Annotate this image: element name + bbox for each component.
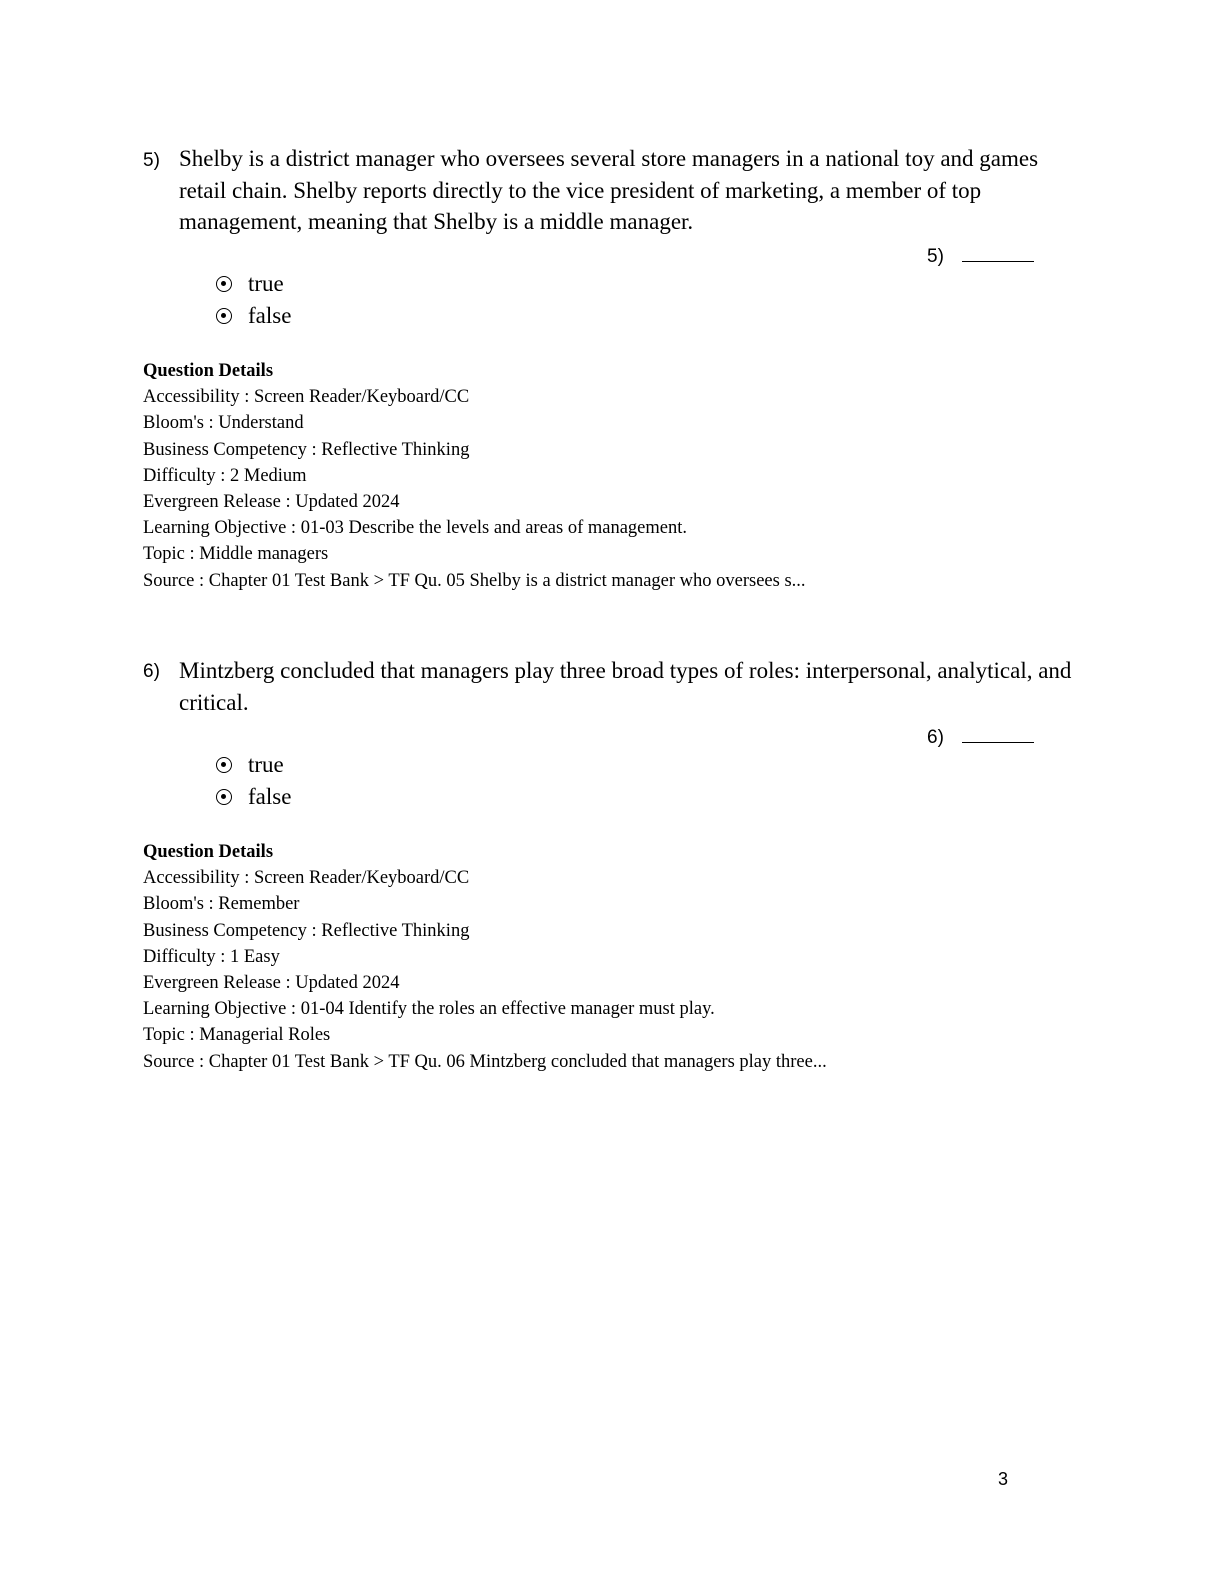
detail-line: Source : Chapter 01 Test Bank > TF Qu. 05 Shelby is a district manager who oversees s... — [143, 570, 806, 591]
answer-blank[interactable] — [962, 243, 1034, 262]
detail-line: Bloom's : Understand — [143, 413, 304, 434]
option-false[interactable] — [216, 781, 291, 812]
question-details — [143, 358, 806, 594]
detail-line: Bloom's : Remember — [143, 894, 300, 915]
answer-label: 6) — [927, 727, 944, 748]
option-label: false — [248, 784, 292, 809]
detail-line: Evergreen Release : Updated 2024 — [143, 492, 400, 513]
option-true[interactable] — [216, 749, 284, 780]
details-heading: Question Details — [143, 842, 274, 862]
answer-label: 5) — [927, 246, 944, 267]
answer-line — [927, 243, 1034, 268]
page-number: 3 — [998, 1469, 1009, 1489]
detail-line: Learning Objective : 01-04 Identify the roles an effective manager must play. — [143, 999, 715, 1020]
option-label: true — [248, 271, 284, 296]
option-true[interactable] — [216, 268, 284, 299]
detail-line: Business Competency : Reflective Thinking — [143, 920, 470, 941]
question-text: Mintzberg concluded that managers play three broad types of roles: interpersonal, analytical, and critical. — [179, 658, 1072, 715]
detail-line: Topic : Middle managers — [143, 544, 329, 565]
answer-line — [927, 724, 1034, 749]
detail-line: Topic : Managerial Roles — [143, 1025, 331, 1046]
option-false[interactable] — [216, 300, 291, 331]
detail-line: Evergreen Release : Updated 2024 — [143, 973, 400, 994]
question-number: 6) — [143, 661, 160, 682]
detail-line: Difficulty : 2 Medium — [143, 465, 307, 486]
details-heading: Question Details — [143, 361, 274, 381]
detail-line: Business Competency : Reflective Thinking — [143, 439, 470, 460]
option-label: true — [248, 752, 284, 777]
detail-line: Learning Objective : 01-03 Describe the levels and areas of management. — [143, 518, 687, 539]
radio-icon[interactable] — [216, 757, 232, 773]
question-number: 5) — [143, 150, 160, 171]
detail-line: Accessibility : Screen Reader/Keyboard/CC — [143, 387, 470, 408]
option-label: false — [248, 303, 292, 328]
answer-blank[interactable] — [962, 724, 1034, 743]
question-details — [143, 839, 827, 1075]
detail-line: Source : Chapter 01 Test Bank > TF Qu. 06 Mintzberg concluded that managers play three... — [143, 1051, 827, 1072]
detail-line: Accessibility : Screen Reader/Keyboard/CC — [143, 868, 470, 889]
radio-icon[interactable] — [216, 789, 232, 805]
question-text: Shelby is a district manager who oversees several store managers in a national toy and games retail chain. Shelby reports directly to the vice president of marketing, a member of top management, meaning that Shelby is a middle manager. — [179, 146, 1039, 234]
detail-line: Difficulty : 1 Easy — [143, 946, 280, 967]
radio-icon[interactable] — [216, 276, 232, 292]
radio-icon[interactable] — [216, 308, 232, 324]
